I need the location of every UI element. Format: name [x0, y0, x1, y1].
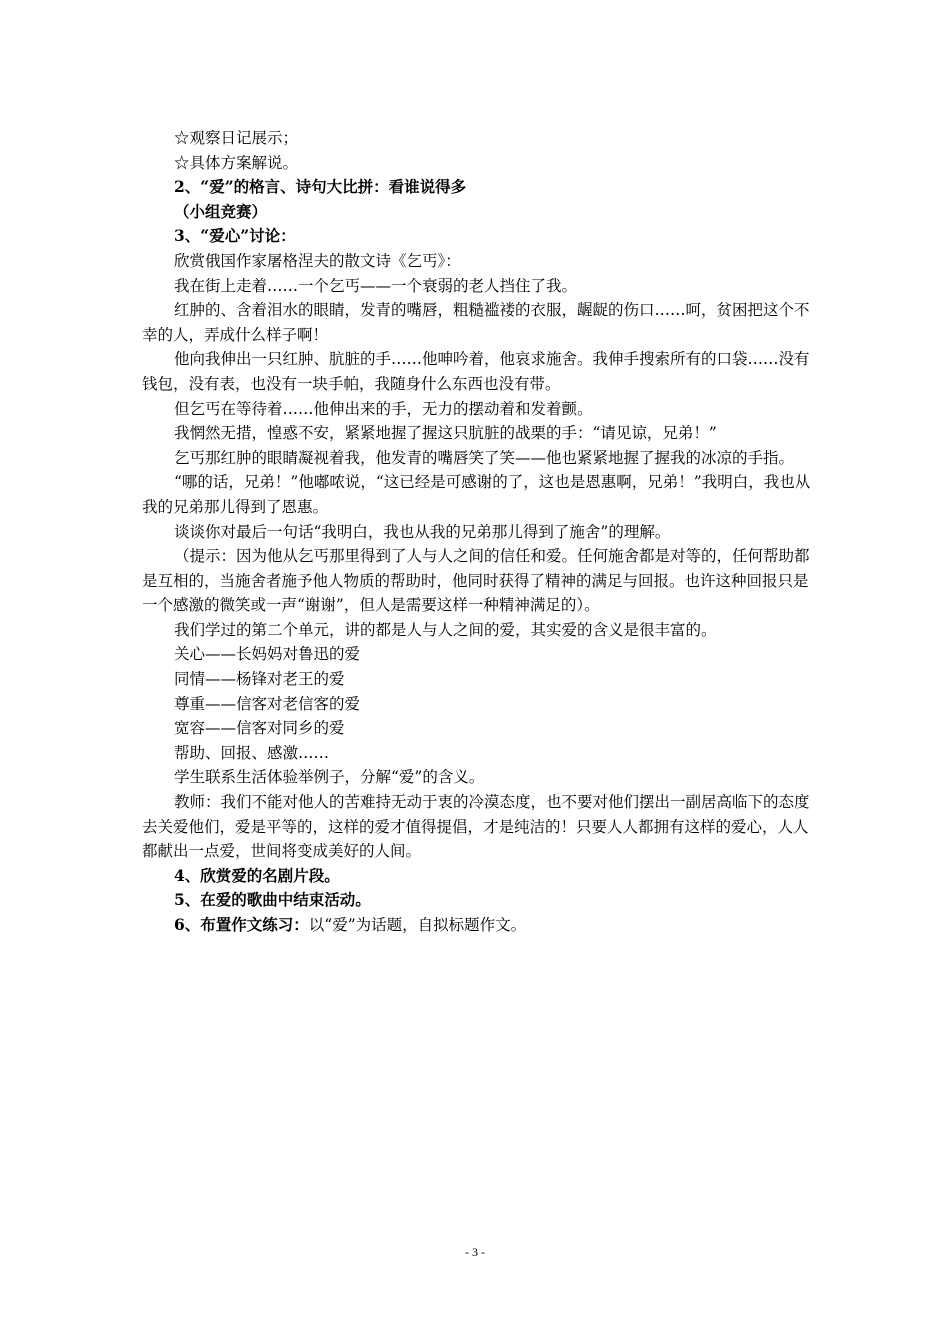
- section-heading: 2、“爱”的格言、诗句大比拼：看谁说得多: [174, 177, 467, 197]
- poem-paragraph: 红肿的、含着泪水的眼睛，发青的嘴唇，粗糙褴褛的衣服，龌龊的伤口……呵，贫困把这个不幸的人，弄成什么样子啊！: [142, 301, 810, 344]
- teacher-paragraph: 教师：我们不能对他人的苦难持无动于衷的冷漠态度，也不要对他们摆出一副居高临下的态度去关爱他们，爱是平等的，这样的爱才值得提倡，才是纯洁的！只要人人都拥有这样的爱心，人人都献出一点爱，世间将变成美好的人间。: [142, 793, 810, 861]
- text-line: 学生联系生活体验举例子，分解“爱”的含义。: [174, 768, 485, 787]
- section-heading: [142, 913, 814, 938]
- list-item: 帮助、回报、感激……: [174, 743, 330, 762]
- section-heading: 5、在爱的歌曲中结束活动。: [174, 890, 371, 910]
- poem-line: 但乞丐在等待着……他伸出来的手，无力的摆动着和发着颤。: [174, 399, 593, 418]
- section-heading: （小组竞赛）: [174, 201, 268, 221]
- list-item: 同情——杨锋对老王的爱: [174, 670, 345, 689]
- hint-paragraph: （提示：因为他从乞丐那里得到了人与人之间的信任和爱。任何施舍都是对等的，任何帮助都是互相的，当施舍者施予他人物质的帮助时，他同时获得了精神的满足与回报。也许这种回报只是一个感激的微笑或一声“谢谢”，但人是需要这样一种精神满足的）。: [142, 547, 810, 615]
- page-number: - 3 -: [465, 1245, 485, 1259]
- page-content: [142, 126, 814, 938]
- poem-paragraph: 乞丐那红肿的眼睛凝视着我，他发青的嘴唇笑了笑——他也紧紧地握了握我的冰凉的手指。: [174, 448, 795, 467]
- text-line: ☆具体方案解说。: [174, 153, 299, 172]
- section-text: 以“爱”为话题，自拟标题作文。: [308, 916, 527, 934]
- poem-paragraph: “哪的话，兄弟！”他嘟哝说，“这已经是可感谢的了，这也是恩惠啊，兄弟！”我明白，我也从我的兄弟那儿得到了恩惠。: [142, 473, 811, 516]
- poem-line: 我在街上走着……一个乞丐——一个衰弱的老人挡住了我。: [174, 276, 578, 295]
- list-item: 关心——长妈妈对鲁迅的爱: [174, 645, 361, 664]
- list-item: 宽容——信客对同乡的爱: [174, 719, 345, 738]
- text-line: ☆观察日记展示；: [174, 129, 299, 147]
- text-line: 我们学过的第二个单元，讲的都是人与人之间的爱，其实爱的含义是很丰富的。: [174, 620, 717, 639]
- section-heading: 4、欣赏爱的名剧片段。: [174, 865, 340, 885]
- section-heading: 3、“爱心”讨论：: [174, 226, 296, 246]
- text-line: 欣赏俄国作家屠格涅夫的散文诗《乞丐》：: [174, 251, 461, 270]
- section-label: 6、布置作文练习：: [174, 915, 309, 934]
- poem-line: 我惘然无措，惶惑不安，紧紧地握了握这只肮脏的战栗的手：“请见谅，兄弟！”: [174, 424, 717, 443]
- poem-paragraph: 他向我伸出一只红肿、肮脏的手……他呻吟着，他哀求施舍。我伸手搜索所有的口袋……没有钱包，没有表，也没有一块手帕，我随身什么东西也没有带。: [142, 350, 810, 393]
- text-line: 谈谈你对最后一句话“我明白，我也从我的兄弟那儿得到了施舍”的理解。: [174, 522, 671, 541]
- list-item: 尊重——信客对老信客的爱: [174, 694, 361, 713]
